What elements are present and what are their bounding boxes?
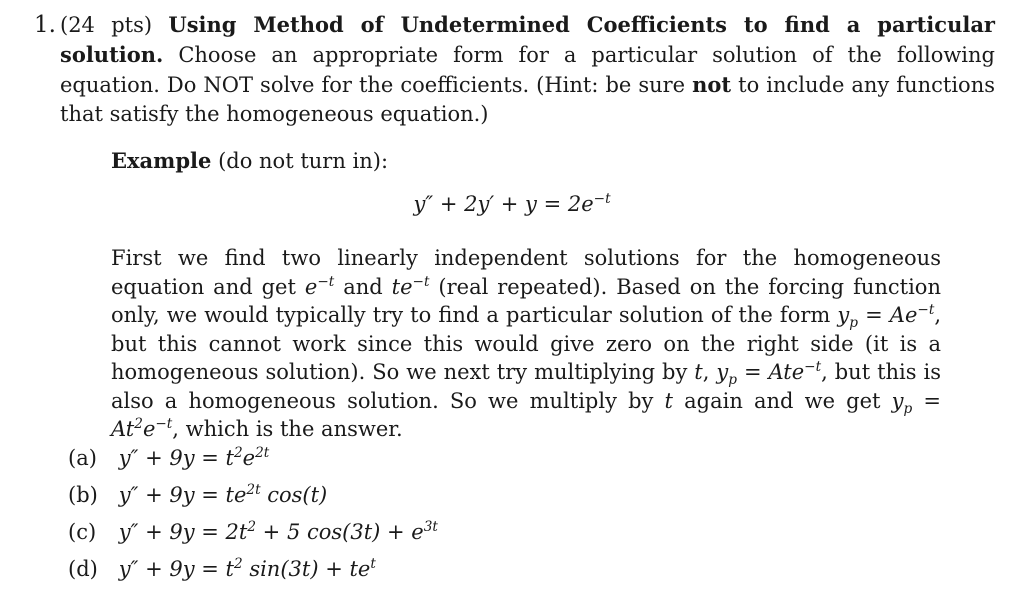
example-title-bold: Example xyxy=(111,148,212,173)
problem-instructions-b: to include any functions that satisfy the homogeneous equation.) xyxy=(60,73,995,126)
example-equation: $y'' + 2y' + y = 2e^{-t}$ xyxy=(413,191,611,216)
parts-list xyxy=(68,440,438,588)
part-equation: $y'' + 9y = 2t^2 + 5$ $\cos(3t) + e^{3t}$ xyxy=(118,519,438,544)
part-label: (a) xyxy=(68,446,97,470)
part-equation: $y'' + 9y = t^2$ $\sin(3t) + te^t$ xyxy=(118,556,376,581)
part-equation: $y'' + 9y = te^{2t}$ cos(t) xyxy=(118,482,328,507)
part-equation: $y'' + 9y = t^2e^{2t}$ xyxy=(118,445,270,470)
part-label: (b) xyxy=(68,483,98,507)
part-label: (d) xyxy=(68,557,98,581)
problem-number: 1. xyxy=(34,12,56,38)
example-title-rest: (do not turn in): xyxy=(218,149,389,173)
problem-points: (24 pts) xyxy=(60,13,153,37)
problem-instructions-emphasis: not xyxy=(692,72,732,97)
part-c xyxy=(68,514,438,551)
part-label: (c) xyxy=(68,520,97,544)
part-a xyxy=(68,440,438,477)
part-d xyxy=(68,551,438,588)
part-b xyxy=(68,477,438,514)
example-title xyxy=(111,146,388,176)
problem-instructions-a: Choose an appropriate form for a particular solution of the following equation. Do NOT solve for the coefficients. (Hint: be sure xyxy=(60,43,995,97)
example-explanation: First we find two linearly independent solutions for the homogeneous equation and get $e^{-t}$ and $te^{-t}$ (real repeated). Based on the forcing function only, we would typically try to find a particular solution of the form $y_p = Ae^{-t}$, but this cannot work since this would give zero on the right side (it is a homogeneous solution). So we next try multiplying by t, $y_p = Ate^{-t}$, but this is also a homogeneous solution. So we multiply by t again and we get $y_p = At^2e^{-t}$, which is the answer. xyxy=(111,246,941,441)
problem-heading: Using Method of Undetermined Coefficients to find a particular solution. xyxy=(60,12,995,67)
problem-statement xyxy=(60,10,995,129)
